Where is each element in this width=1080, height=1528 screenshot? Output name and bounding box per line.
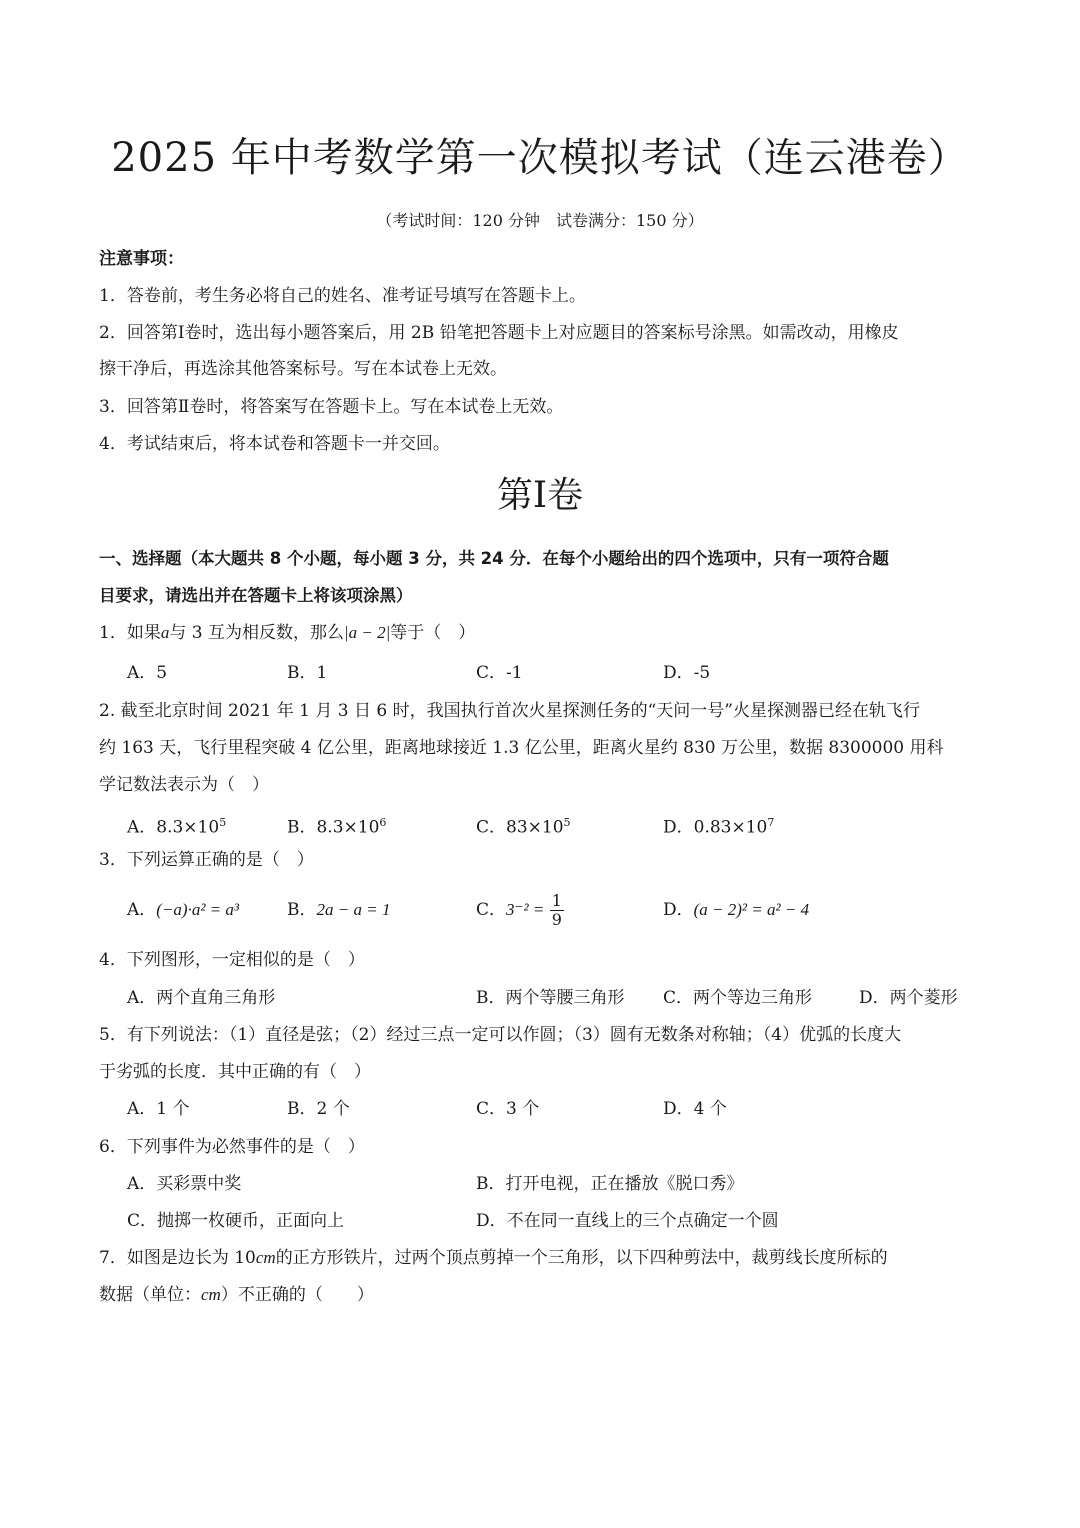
q1-stem-a: 1．如果 [99, 623, 161, 643]
q1-option-d: D．-5 [663, 663, 711, 683]
q3-option-c-numerator: 1 [551, 891, 562, 910]
q3-option-a-label: A． [127, 900, 157, 920]
q5-line-1: 5．有下列说法：（1）直径是弦；（2）经过三点一定可以作圆；（3）圆有无数条对称轴；（4）优弧的长度大 [99, 1025, 902, 1045]
q5-line-2: 于劣弧的长度．其中正确的有（ ） [99, 1062, 371, 1082]
q3-option-d-label: D． [663, 900, 694, 920]
q2-option-c-exp: 5 [563, 816, 571, 829]
q2-option-a [127, 810, 226, 841]
q3-option-c-label: C． [476, 900, 507, 920]
q6-option-c: C．抛掷一枚硬币，正面向上 [127, 1211, 345, 1231]
q7-line-1 [99, 1245, 888, 1271]
q1-stem-b: 与 3 互为相反数，那么 [169, 623, 344, 643]
q2-option-b-exp: 6 [379, 816, 387, 829]
notice-item-4: 4．考试结束后，将本试卷和答题卡一并交回。 [99, 434, 450, 454]
q7-unit-2: cm [201, 1285, 221, 1304]
q6-option-b: B．打开电视，正在播放《脱口秀》 [476, 1174, 744, 1194]
q4-option-d: D．两个菱形 [859, 988, 958, 1008]
q7-line-2-b: ）不正确的（ ） [220, 1285, 374, 1305]
notice-item-2: 2．回答第Ⅰ卷时，选出每小题答案后，用 2B 铅笔把答题卡上对应题目的答案标号涂黑。如需改动，用橡皮 [99, 323, 899, 343]
q1-option-b: B．1 [287, 663, 328, 683]
q3-stem: 3．下列运算正确的是（ ） [99, 850, 314, 870]
q4-option-b: B．两个等腰三角形 [476, 988, 625, 1008]
q2-option-a-exp: 5 [219, 816, 227, 829]
q7-unit-1: cm [255, 1248, 276, 1267]
q2-option-d-exp: 7 [767, 816, 775, 829]
part1-heading-line2: 目要求，请选出并在答题卡上将该项涂黑） [99, 586, 413, 605]
notice-item-3: 3．回答第Ⅱ卷时，将答案写在答题卡上。写在本试卷上无效。 [99, 397, 564, 417]
q7-line-2-a: 数据（单位： [99, 1285, 201, 1305]
q6-option-d: D．不在同一直线上的三个点确定一个圆 [476, 1211, 779, 1231]
q1-var-a: a [160, 623, 170, 642]
q2-option-c [476, 810, 571, 841]
q3-option-c-fraction [550, 892, 564, 929]
q3-option-c [476, 885, 564, 935]
exam-title: 2025 年中考数学第一次模拟考试（连云港卷） [111, 135, 969, 181]
q3-option-d [663, 897, 809, 923]
q3-option-a [127, 897, 239, 923]
q2-line-2: 约 163 天，飞行里程突破 4 亿公里，距离地球接近 1.3 亿公里，距离火星约 830 万公里，数据 8300000 用科 [99, 738, 944, 758]
notice-item-2-cont: 擦干净后，再选涂其他答案标号。写在本试卷上无效。 [99, 359, 507, 379]
q3-option-c-denominator: 9 [551, 910, 562, 929]
q2-line-3: 学记数法表示为（ ） [99, 775, 269, 795]
q5-option-a: A．1 个 [127, 1099, 190, 1119]
notice-item-1: 1．答卷前，考生务必将自己的姓名、准考证号填写在答题卡上。 [99, 286, 586, 306]
q2-option-b [287, 810, 386, 841]
q7-line-1-a: 7．如图是边长为 10 [99, 1248, 256, 1268]
q4-option-c: C．两个等边三角形 [663, 988, 813, 1008]
q1-expression: |a − 2| [343, 623, 391, 642]
q5-option-b: B．2 个 [287, 1099, 350, 1119]
q3-option-d-expr: (a − 2)² = a² − 4 [693, 900, 810, 919]
q2-option-b-base: B．8.3×10 [287, 817, 380, 838]
q4-option-a: A．两个直角三角形 [127, 988, 276, 1008]
q3-option-b [287, 897, 390, 923]
q1-stem-c: 等于（ ） [390, 623, 476, 643]
q3-option-b-label: B． [287, 900, 317, 920]
q2-option-d [663, 810, 774, 841]
notice-heading: 注意事项： [99, 249, 184, 269]
part1-heading-line1: 一、选择题（本大题共 8 个小题，每小题 3 分，共 24 分．在每个小题给出的四个选项中，只有一项符合题 [99, 549, 889, 568]
q5-option-d: D．4 个 [663, 1099, 727, 1119]
q2-line-1: 2. 截至北京时间 2021 年 1 月 3 日 6 时，我国执行首次火星探测任务的“天问一号”火星探测器已经在轨飞行 [99, 701, 920, 721]
q1-option-a: A．5 [127, 663, 168, 683]
q4-stem: 4．下列图形，一定相似的是（ ） [99, 950, 365, 970]
q3-option-c-lhs: 3⁻² = [506, 900, 545, 919]
q5-option-c: C．3 个 [476, 1099, 540, 1119]
q7-line-2 [99, 1282, 374, 1308]
q2-option-d-base: D．0.83×10 [663, 817, 768, 838]
q1-option-c: C．-1 [476, 663, 523, 683]
q7-line-1-b: 的正方形铁片，过两个顶点剪掉一个三角形，以下四种剪法中，裁剪线长度所标的 [275, 1248, 888, 1268]
exam-subtitle: （考试时间：120 分钟 试卷满分：150 分） [376, 211, 704, 230]
q2-option-a-base: A．8.3×10 [127, 817, 220, 838]
q6-stem: 6．下列事件为必然事件的是（ ） [99, 1137, 365, 1157]
q6-option-a: A．买彩票中奖 [127, 1174, 242, 1194]
q2-option-c-base: C．83×10 [476, 817, 564, 838]
q3-option-b-expr: 2a − a = 1 [316, 900, 391, 919]
q3-option-a-expr: (−a)·a² = a³ [156, 900, 239, 919]
section-title: 第Ⅰ卷 [496, 475, 584, 516]
question-1-stem [99, 620, 475, 646]
